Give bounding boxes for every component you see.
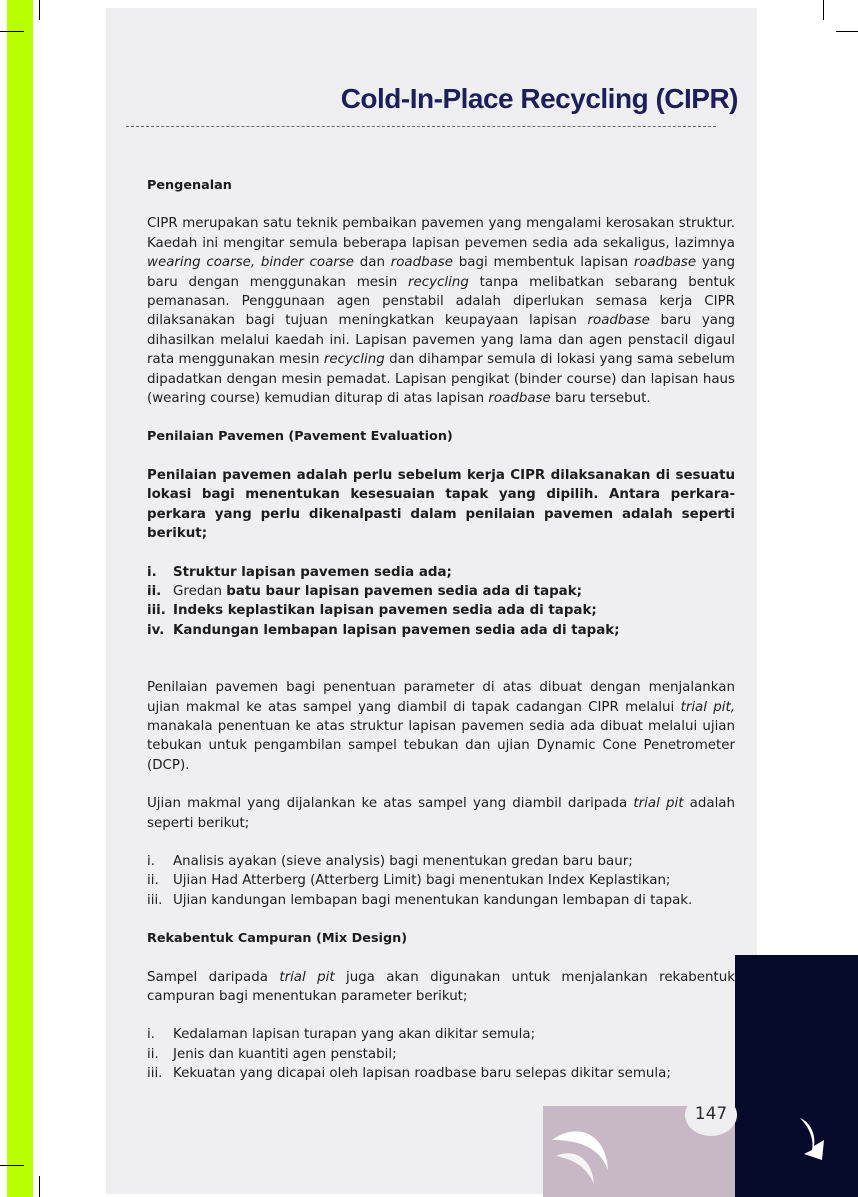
list-item bbox=[147, 582, 735, 601]
section-heading-pengenalan: Pengenalan bbox=[147, 178, 232, 193]
section-heading-penilaian: Penilaian Pavemen (Pavement Evaluation) bbox=[147, 429, 453, 445]
text-segment: juga akan digunakan untuk menjalankan rekabentuk campuran bagi menentukan parameter berikut; bbox=[147, 969, 735, 1004]
crop-mark bbox=[0, 1165, 24, 1166]
text-segment: Kandungan lembapan lapisan pavemen sedia ada di tapak; bbox=[173, 622, 620, 638]
mix-design-paragraph bbox=[147, 968, 735, 1007]
list-item bbox=[147, 891, 735, 910]
lab-tests-intro bbox=[147, 794, 735, 833]
list-item-number: iii. bbox=[147, 603, 166, 619]
list-item-text: Ujian Had Atterberg (Atterberg Limit) bagi menentukan Index Keplastikan; bbox=[173, 873, 671, 889]
list-item-number: ii. bbox=[147, 583, 162, 599]
text-segment: roadbase bbox=[488, 391, 551, 407]
mix-design-list bbox=[147, 1025, 735, 1083]
text-segment: dan bbox=[354, 255, 391, 271]
text-segment: baru yang dihasilkan melalui kaedah ini. Lapisan pavemen yang lama dan agen penstacil digaul rata menggunakan mesin bbox=[147, 313, 735, 368]
text-segment: tanpa melibatkan sebarang bentuk pemanasan. Penggunaan agen penstabil adalah diperlukan semasa kerja CIPR dilaksanakan bagi tujuan meningkatkan keupayaan lapisan bbox=[147, 274, 735, 329]
text-segment: trial pit, bbox=[680, 699, 735, 715]
page-title: Cold-In-Place Recycling (CIPR) bbox=[340, 83, 738, 114]
list-item-text: Jenis dan kuantiti agen penstabil; bbox=[173, 1046, 397, 1062]
evaluation-list bbox=[147, 563, 735, 641]
list-item bbox=[147, 852, 735, 871]
text-segment: Sampel daripada bbox=[147, 969, 280, 985]
crop-mark bbox=[823, 0, 824, 20]
text-segment: recycling bbox=[408, 274, 469, 290]
section-heading-rekabentuk: Rekabentuk Campuran (Mix Design) bbox=[147, 931, 408, 947]
text-segment: Penilaian pavemen bagi penentuan parameter di atas dibuat dengan menjalankan ujian makmal ke atas sampel yang diambil di tapak cadangan CIPR melalui bbox=[147, 680, 735, 715]
list-item-number: i. bbox=[147, 1027, 155, 1043]
text-segment: recycling bbox=[323, 352, 385, 368]
side-color-bar bbox=[7, 0, 33, 1197]
evaluation-intro: Penilaian pavemen adalah perlu sebelum kerja CIPR dilaksanakan di sesuatu lokasi bagi menentukan kesesuaian tapak yang dipilih. Antara perkara-perkara yang perlu dikenalpasti dalam penilaian pavemen adalah seperti berikut; bbox=[147, 467, 735, 542]
list-item-number: ii. bbox=[147, 873, 159, 889]
text-segment: Gredan bbox=[173, 583, 227, 599]
list-item-text: Analisis ayakan (sieve analysis) bagi menentukan gredan baru baur; bbox=[173, 853, 633, 869]
crop-mark bbox=[0, 31, 24, 32]
evaluation-paragraph bbox=[147, 678, 735, 775]
list-item bbox=[147, 1064, 735, 1083]
list-item-text: Ujian kandungan lembapan bagi menentukan kandungan lembapan di tapak. bbox=[173, 892, 693, 908]
list-item-number: iii. bbox=[147, 892, 163, 908]
list-item-text bbox=[173, 623, 620, 638]
list-item-text bbox=[173, 565, 452, 580]
list-item-number: ii. bbox=[147, 1046, 159, 1062]
text-segment: CIPR merupakan satu teknik pembaikan pavemen yang mengalami kerosakan struktur. Kaedah ini mengitar semula beberapa lapisan pevemen sedia ada sekaligus, lazimnya bbox=[147, 216, 735, 251]
list-item bbox=[147, 1045, 735, 1064]
text-segment: Ujian makmal yang dijalankan ke atas sampel yang diambil daripada bbox=[147, 796, 634, 812]
list-item-text bbox=[173, 603, 597, 618]
crop-mark bbox=[836, 31, 858, 32]
page-number: 147 bbox=[694, 1104, 728, 1124]
text-segment: adalah seperti berikut; bbox=[147, 796, 735, 831]
text-segment: Struktur lapisan pavemen sedia ada; bbox=[173, 564, 452, 580]
text-segment: roadbase bbox=[633, 255, 697, 271]
crop-mark bbox=[39, 1176, 40, 1197]
list-item-number: i. bbox=[147, 564, 157, 580]
lab-tests-list bbox=[147, 852, 735, 910]
list-item bbox=[147, 621, 735, 640]
intro-paragraph bbox=[147, 214, 735, 408]
list-item-text: Kedalaman lapisan turapan yang akan dikitar semula; bbox=[173, 1027, 536, 1043]
list-item bbox=[147, 1025, 735, 1044]
document-body bbox=[147, 176, 735, 1084]
text-segment: bagi membentuk lapisan bbox=[453, 255, 634, 271]
text-segment: trial pit bbox=[279, 969, 335, 985]
text-segment: trial pit bbox=[633, 796, 684, 812]
crop-mark bbox=[39, 0, 40, 20]
text-segment: roadbase bbox=[587, 313, 650, 329]
text-segment: batu baur lapisan pavemen sedia ada di tapak; bbox=[226, 583, 582, 599]
list-item bbox=[147, 601, 735, 620]
list-item-number: i. bbox=[147, 853, 155, 869]
text-segment: dan dihampar semula di lokasi yang sama sebelum dipadatkan dengan mesin pemadat. Lapisan pengikat (binder course) dan lapisan haus (wearing course) kemudian diturap di atas lapisan bbox=[147, 352, 735, 407]
list-item bbox=[147, 871, 735, 890]
list-item-text bbox=[173, 584, 582, 599]
text-segment: yang baru dengan menggunakan mesin bbox=[147, 255, 736, 290]
text-segment: Indeks keplastikan lapisan pavemen sedia ada di tapak; bbox=[173, 603, 597, 619]
list-item-number: iv. bbox=[147, 622, 165, 638]
white-swoosh-icon bbox=[548, 1118, 618, 1188]
text-segment: manakala penentuan ke atas struktur lapisan pavemen sedia ada dibuat melalui ujian tebukan untuk pengambilan sampel tebukan dan ujian Dynamic Cone Penetrometer (DCP). bbox=[147, 718, 735, 773]
title-divider bbox=[126, 126, 716, 127]
text-segment: roadbase bbox=[390, 255, 454, 271]
list-item-text: Kekuatan yang dicapai oleh lapisan roadbase baru selepas dikitar semula; bbox=[173, 1066, 671, 1082]
white-swoosh-arrow-icon bbox=[790, 1110, 840, 1170]
text-segment: wearing coarse, binder coarse bbox=[147, 255, 355, 271]
list-item bbox=[147, 563, 735, 582]
text-segment: baru tersebut. bbox=[550, 391, 651, 407]
list-item-number: iii. bbox=[147, 1066, 163, 1082]
